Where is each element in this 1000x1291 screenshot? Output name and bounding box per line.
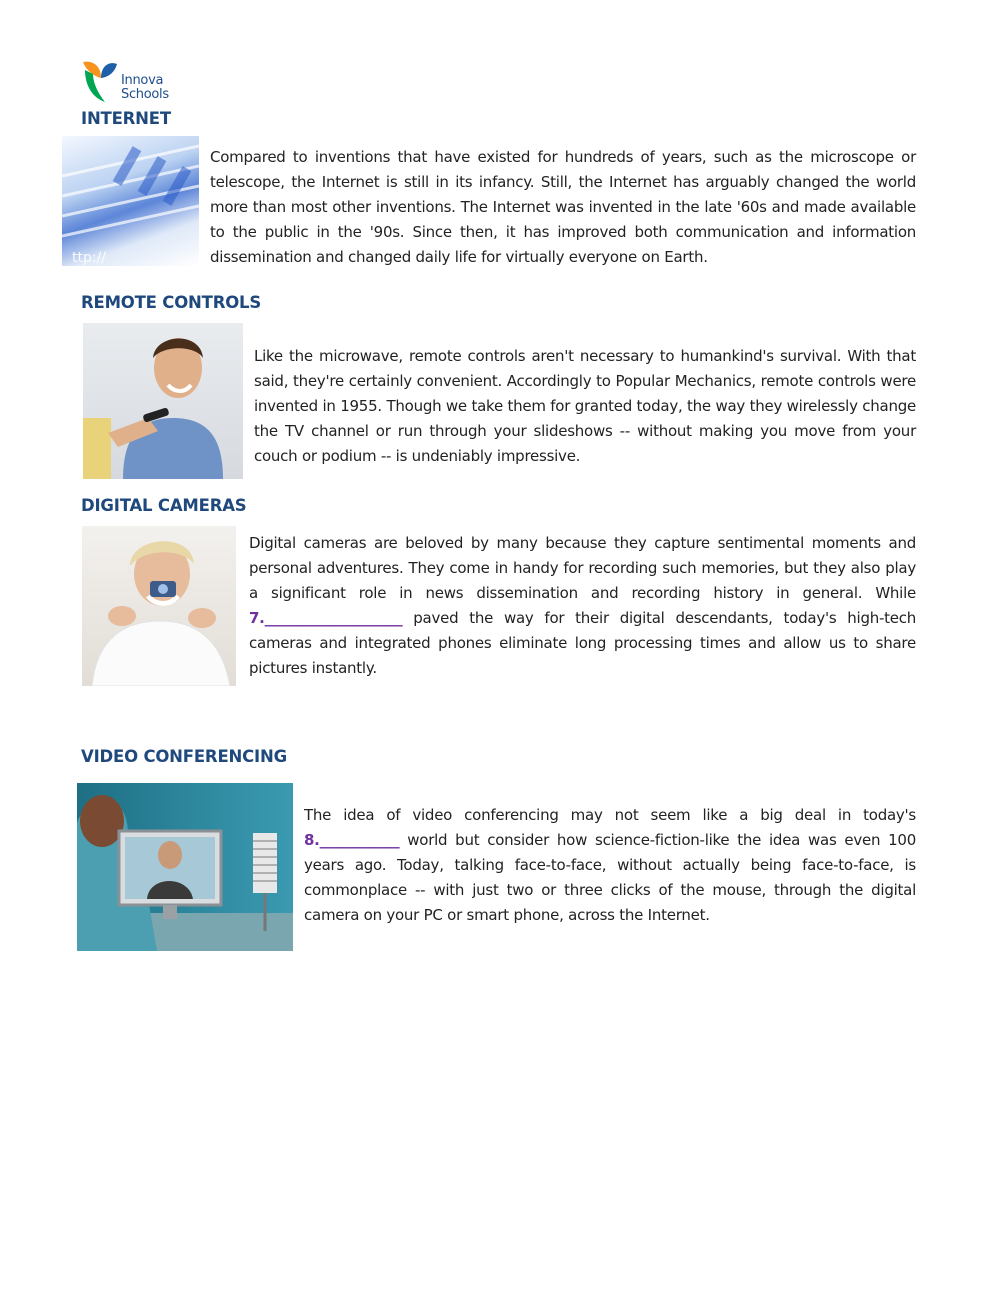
logo-line1: Innova: [121, 73, 164, 88]
digital-cameras-paragraph: [249, 531, 916, 681]
man-with-remote-icon: [83, 323, 243, 479]
svg-text:ttp://: ttp://: [72, 250, 107, 266]
video-conference-icon: [77, 783, 293, 951]
section-title-video-conferencing: VIDEO CONFERENCING: [81, 747, 287, 766]
blank-7[interactable]: 7.___________________: [249, 609, 403, 627]
video-conferencing-paragraph: [304, 803, 916, 928]
video-conferencing-text-after: world but consider how science-fiction-like the idea was even 100 years ago. Today, talking face-to-face, without actually being face-to-face, is commonplace -- with just two or three clicks of the mouse, through the digital camera on your PC or smart phone, across the Internet.: [304, 831, 916, 924]
remote-controls-paragraph: Like the microwave, remote controls aren't necessary to humankind's survival. With that said, they're certainly convenient. Accordingly to Popular Mechanics, remote controls were invented in 1955. Though we take them for granted today, the way they wirelessly change the TV channel or run through your slideshows -- without making you move from your couch or podium -- is undeniably impressive.: [254, 347, 916, 465]
school-logo: [81, 58, 181, 104]
internet-paragraph: Compared to inventions that have existed for hundreds of years, such as the microscope or telescope, the Internet is still in its infancy. Still, the Internet has arguably changed the world more than most other inventions. The Internet was invented in the late '60s and made available to the public in the '90s. Since then, it has improved both communication and information dissemination and changed daily life for virtually everyone on Earth.: [210, 148, 916, 266]
blank-8[interactable]: 8.___________: [304, 831, 400, 849]
section-title-internet: INTERNET: [81, 109, 171, 128]
video-call-image: [77, 783, 293, 951]
logo-line2: Schools: [121, 87, 169, 102]
digital-cameras-text-before: Digital cameras are beloved by many because they capture sentimental moments and personal adventures. They come in handy for recording such memories, but they also play a significant role in news dissemination and recording history in general. While: [249, 534, 916, 602]
internet-image: [62, 136, 199, 266]
digital-cameras-text-after: paved the way for their digital descendants, today's high-tech cameras and integrated phones eliminate long processing times and allow us to share pictures instantly.: [249, 609, 916, 677]
remote-image: [83, 323, 243, 479]
woman-with-camera-icon: [82, 526, 236, 686]
camera-image: [82, 526, 236, 686]
logo-icon: [81, 58, 119, 104]
section-title-remote-controls: REMOTE CONTROLS: [81, 293, 262, 312]
network-pattern-icon: [62, 136, 199, 266]
section-title-digital-cameras: DIGITAL CAMERAS: [81, 496, 247, 515]
video-conferencing-text-before: The idea of video conferencing may not seem like a big deal in today's: [304, 806, 916, 824]
